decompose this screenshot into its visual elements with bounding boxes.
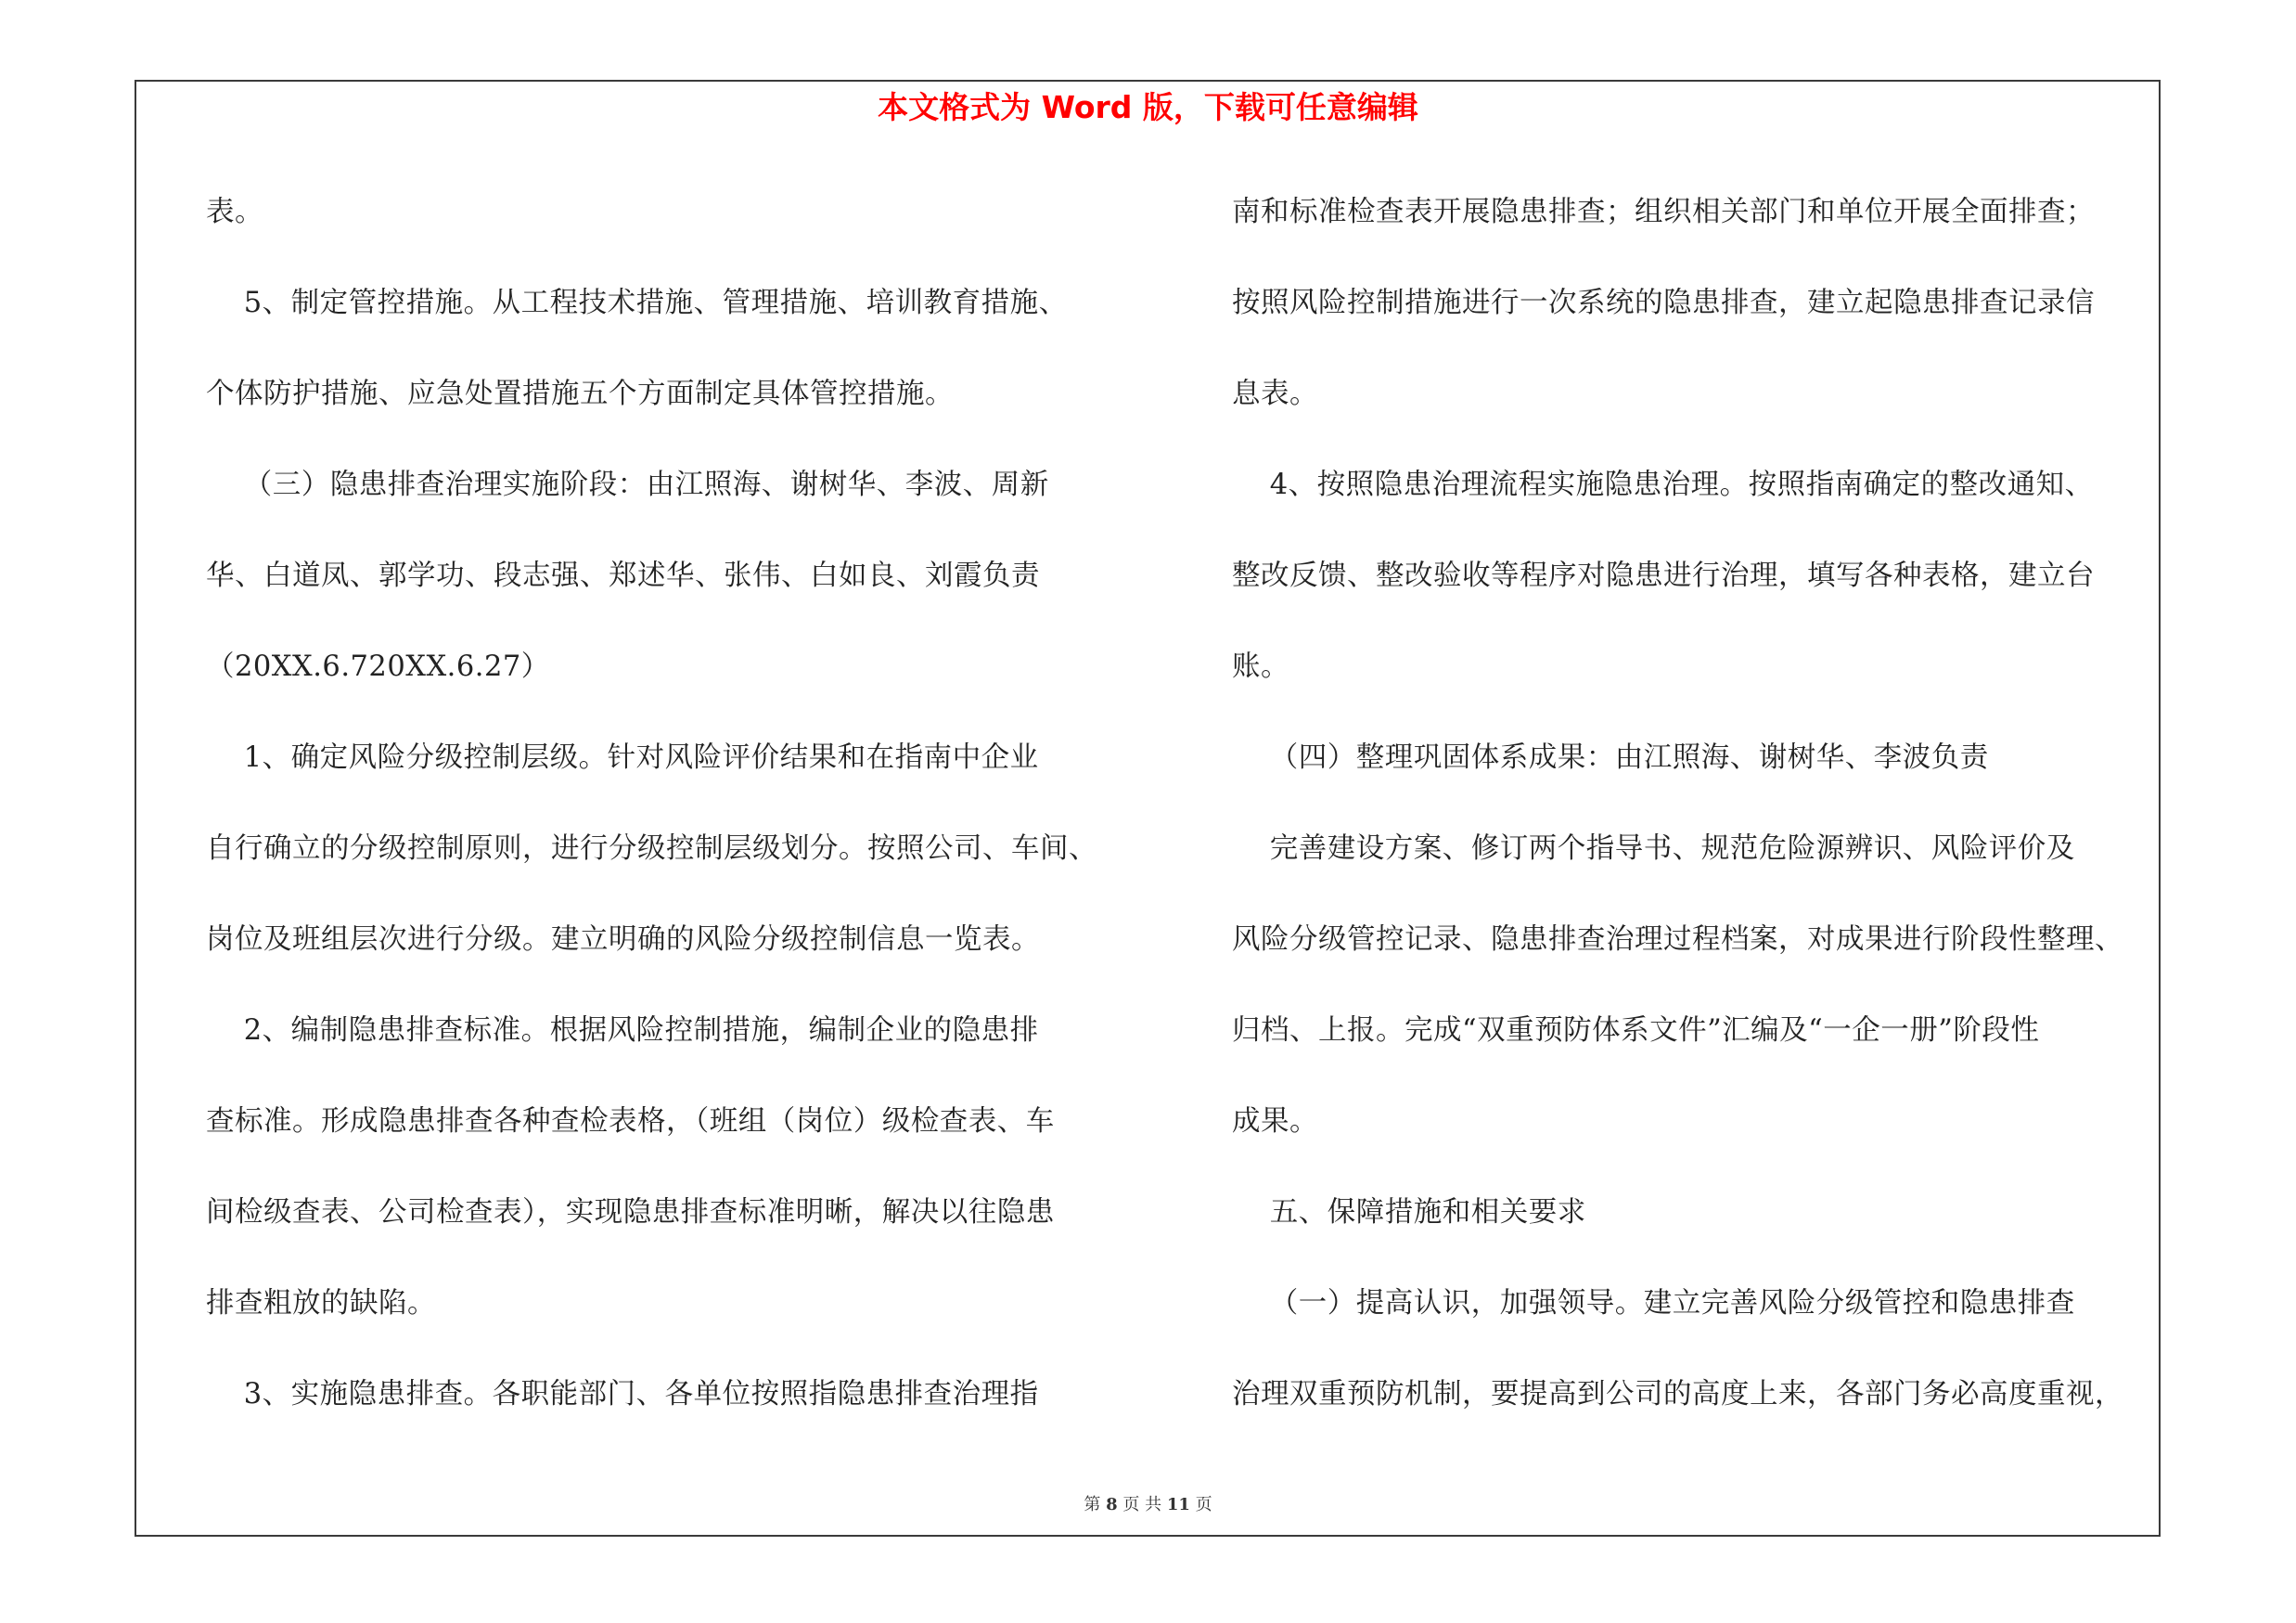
text-line: 整改反馈、整改验收等程序对隐患进行治理，填写各种表格，建立台 [1232,560,2095,592]
text-line: 5、制定管控措施。从工程技术措施、管理措施、培训教育措施、 [206,287,1068,319]
text-line: 个体防护措施、应急处置措施五个方面制定具体管控措施。 [206,378,954,410]
text-line: 成果。 [1232,1105,1318,1138]
total-page-count: 11 [1166,1495,1190,1514]
footer-suffix: 页 [1195,1495,1212,1514]
text-line: 五、保障措施和相关要求 [1232,1196,1586,1229]
text-line: （一）提高认识，加强领导。建立完善风险分级管控和隐患排查 [1232,1287,2075,1320]
text-line: （四）整理巩固体系成果：由江照海、谢树华、李波负责 [1232,741,1989,774]
text-line: （20XX.6.720XX.6.27） [206,650,550,683]
text-line: 4、按照隐患治理流程实施隐患治理。按照指南确定的整改通知、 [1232,469,2094,501]
text-line: 3、实施隐患排查。各职能部门、各单位按照指隐患排查治理指 [206,1378,1039,1410]
text-line: 1、确定风险分级控制层级。针对风险评价结果和在指南中企业 [206,741,1039,774]
text-line: 查标准。形成隐患排查各种查检表格，（班组（岗位）级检查表、车 [206,1105,1055,1138]
text-line: 自行确立的分级控制原则，进行分级控制层级划分。按照公司、车间、 [206,832,1097,865]
text-line: 账。 [1232,650,1289,683]
text-line: 2、编制隐患排查标准。根据风险控制措施，编制企业的隐患排 [206,1014,1039,1047]
text-line: 归档、上报。完成“双重预防体系文件”汇编及“一企一册”阶段性 [1232,1014,2040,1047]
footer-prefix: 第 [1084,1495,1101,1514]
text-line: 间检级查表、公司检查表），实现隐患排查标准明晰，解决以往隐患 [206,1196,1055,1229]
page-number-footer [0,1494,2296,1516]
text-line: 排查粗放的缺陷。 [206,1287,436,1320]
text-line: 治理双重预防机制，要提高到公司的高度上来，各部门务必高度重视， [1232,1378,2123,1410]
footer-middle: 页 共 [1122,1495,1162,1514]
text-line: 岗位及班组层次进行分级。建立明确的风险分级控制信息一览表。 [206,923,1040,956]
text-line: 华、白道凤、郭学功、段志强、郑述华、张伟、白如良、刘霞负责 [206,560,1040,592]
text-line: 按照风险控制措施进行一次系统的隐患排查，建立起隐患排查记录信 [1232,287,2095,319]
header-title: 本文格式为 Word 版，下载可任意编辑 [878,89,1418,125]
left-text-column [206,186,1134,1459]
text-line: 表。 [206,196,263,228]
text-line: 完善建设方案、修订两个指导书、规范危险源辨识、风险评价及 [1232,832,2075,865]
right-text-column [1232,186,2160,1459]
text-line: （三）隐患排查治理实施阶段：由江照海、谢树华、李波、周新 [206,469,1049,501]
text-line: 南和标准检查表开展隐患排查；组织相关部门和单位开展全面排查； [1232,196,2095,228]
text-line: 风险分级管控记录、隐患排查治理过程档案，对成果进行阶段性整理、 [1232,923,2123,956]
text-line: 息表。 [1232,378,1318,410]
current-page-number: 8 [1106,1495,1118,1514]
